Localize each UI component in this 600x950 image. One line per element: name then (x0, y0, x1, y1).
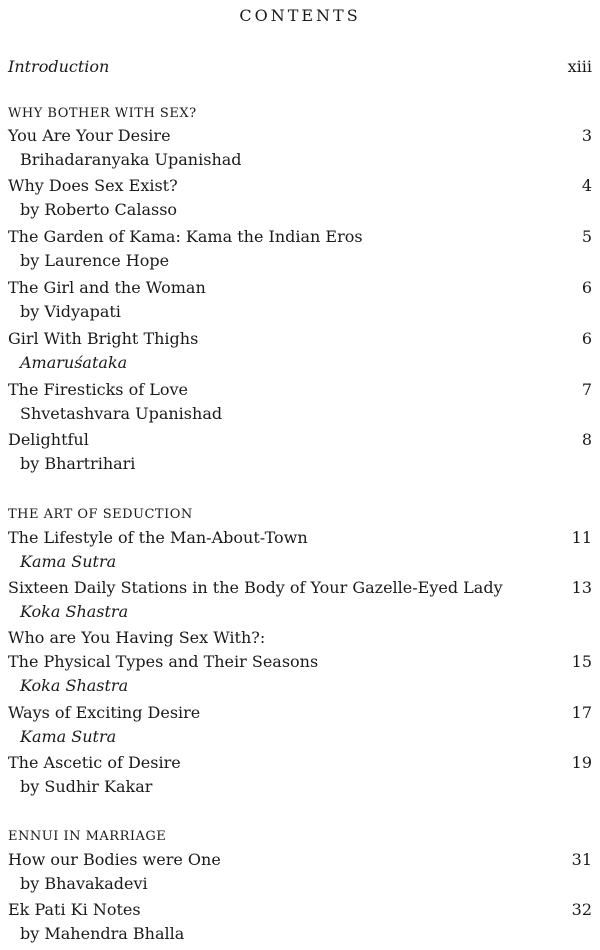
toc-entry (0, 703, 600, 753)
toc-entry (0, 528, 600, 578)
entry-page: 7 (581, 380, 592, 399)
toc-entry (0, 278, 600, 328)
entry-title: Ways of Exciting Desire (8, 703, 201, 722)
entry-source: Koka Shastra (20, 602, 129, 621)
entry-page: 13 (571, 578, 592, 597)
entry-source: by Roberto Calasso (20, 200, 178, 219)
toc-entry (0, 430, 600, 480)
entry-page: 19 (571, 753, 592, 772)
entry-page: 17 (571, 703, 592, 722)
entry-source: Kama Sutra (20, 552, 117, 571)
entry-title: Who are You Having Sex With?: (8, 628, 266, 647)
entry-page: 6 (581, 278, 592, 297)
toc-entry (0, 578, 600, 628)
toc-entry (0, 850, 600, 900)
entry-title: Why Does Sex Exist? (8, 176, 178, 195)
section-title: THE ART OF SEDUCTION (8, 507, 193, 522)
entry-title-line2: The Physical Types and Their Seasons (8, 652, 319, 671)
entry-title: Delightful (8, 430, 89, 449)
toc-entry (0, 628, 600, 702)
entry-title: You Are Your Desire (8, 126, 171, 145)
entry-source: Koka Shastra (20, 676, 129, 695)
introduction-page: xiii (567, 57, 592, 76)
entry-title: Girl With Bright Thighs (8, 329, 199, 348)
section-title: ENNUI IN MARRIAGE (8, 829, 167, 844)
toc-entry (0, 227, 600, 277)
entry-source: by Vidyapati (20, 302, 121, 321)
introduction-entry (8, 57, 592, 76)
entry-source: by Mahendra Bhalla (20, 924, 185, 943)
toc-entry (0, 753, 600, 803)
section-title: WHY BOTHER WITH SEX? (8, 106, 197, 121)
page-title: CONTENTS (239, 6, 361, 25)
entry-source: by Bhartrihari (20, 454, 136, 473)
entry-title: The Lifestyle of the Man-About-Town (8, 528, 308, 547)
toc-entry (0, 900, 600, 950)
entry-source: by Sudhir Kakar (20, 777, 153, 796)
entry-page: 3 (581, 126, 592, 145)
entry-page: 32 (571, 900, 592, 919)
entry-source: Shvetashvara Upanishad (20, 404, 223, 423)
entry-page: 11 (571, 528, 592, 547)
entry-source: Kama Sutra (20, 727, 117, 746)
toc-entry (0, 176, 600, 226)
entry-page: 5 (581, 227, 592, 246)
introduction-title: Introduction (8, 57, 110, 76)
entry-title: The Ascetic of Desire (8, 753, 181, 772)
entry-source: Brihadaranyaka Upanishad (20, 150, 242, 169)
toc-entry (0, 329, 600, 379)
entry-source: by Bhavakadevi (20, 874, 148, 893)
entry-title: The Girl and the Woman (8, 278, 206, 297)
toc-entry (0, 380, 600, 430)
entry-page: 31 (571, 850, 592, 869)
toc-entry (0, 126, 600, 176)
entry-title: The Garden of Kama: Kama the Indian Eros (8, 227, 363, 246)
entry-title: How our Bodies were One (8, 850, 221, 869)
entry-title: Sixteen Daily Stations in the Body of Your Gazelle-Eyed Lady (8, 578, 503, 597)
entry-title: Ek Pati Ki Notes (8, 900, 141, 919)
entry-page: 15 (571, 652, 592, 671)
entry-source: Amaruśataka (20, 353, 128, 372)
entry-title: The Firesticks of Love (8, 380, 188, 399)
entry-page: 4 (581, 176, 592, 195)
entry-page: 6 (581, 329, 592, 348)
entry-page: 8 (581, 430, 592, 449)
entry-source: by Laurence Hope (20, 251, 170, 270)
